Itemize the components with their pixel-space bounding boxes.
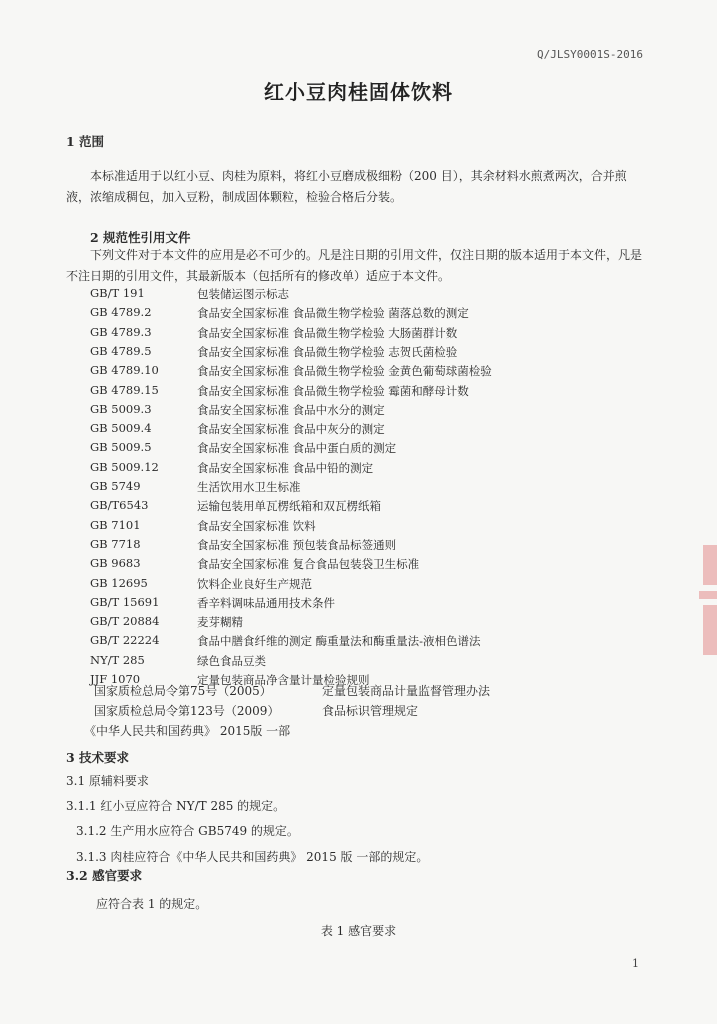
reference-code: GB 4789.10 — [90, 363, 159, 377]
decree-123-title: 食品标识管理规定 — [322, 704, 419, 718]
reference-title: 食品安全国家标准 食品中铅的测定 — [197, 461, 374, 475]
reference-code: GB/T 22224 — [90, 633, 160, 647]
reference-title: 食品安全国家标准 食品微生物学检验 大肠菌群计数 — [197, 326, 458, 340]
reference-title: 包装储运图示标志 — [197, 287, 289, 301]
reference-code: GB 7101 — [90, 518, 141, 532]
reference-code: GB 4789.15 — [90, 383, 159, 397]
decree-75-title: 定量包装商品计量监督管理办法 — [322, 684, 491, 698]
reference-code: GB 4789.3 — [90, 325, 152, 339]
reference-title: 香辛料调味品通用技术条件 — [197, 596, 335, 610]
seal-stamp-fragment — [697, 545, 717, 685]
decree-75-code: 国家质检总局令第75号（2005） — [94, 684, 272, 698]
table-1-caption: 表 1 感官要求 — [320, 924, 397, 938]
page-title: 红小豆肉桂固体饮料 — [264, 80, 453, 104]
reference-title: 食品安全国家标准 食品微生物学检验 志贺氏菌检验 — [197, 345, 458, 359]
decree-123-code: 国家质检总局令第123号（2009） — [94, 704, 280, 718]
reference-title: 食品安全国家标准 食品中灰分的测定 — [197, 422, 385, 436]
reference-code: JJF 1070 — [90, 672, 141, 686]
reference-title: 麦芽糊精 — [197, 615, 243, 629]
section-3-1-2: 3.1.2 生产用水应符合 GB5749 的规定。 — [76, 824, 299, 838]
pharmacopoeia-ref: 《中华人民共和国药典》 2015版 一部 — [84, 724, 291, 738]
reference-code: GB 5009.4 — [90, 421, 152, 435]
reference-code: GB/T6543 — [90, 498, 149, 512]
section-2-intro: 下列文件对于本文件的应用是必不可少的。凡是注日期的引用文件，仅注日期的版本适用于本文件，凡是不注日期的引用文件，其最新版本（包括所有的修改单）适应于本文件。 — [66, 248, 643, 283]
reference-title: 食品安全国家标准 食品微生物学检验 金黄色葡萄球菌检验 — [197, 364, 492, 378]
reference-title: 食品安全国家标准 复合食品包装袋卫生标准 — [197, 557, 420, 571]
reference-code: GB 12695 — [90, 576, 148, 590]
section-3-1-3: 3.1.3 肉桂应符合《中华人民共和国药典》 2015 版 一部的规定。 — [76, 850, 429, 864]
reference-code: NY/T 285 — [90, 653, 145, 667]
reference-code: GB 5009.3 — [90, 402, 152, 416]
reference-code: GB 4789.2 — [90, 305, 152, 319]
reference-title: 食品安全国家标准 食品微生物学检验 霉菌和酵母计数 — [197, 384, 469, 398]
section-3-2-heading: 3.2 感官要求 — [66, 868, 143, 883]
section-1-text: 本标准适用于以红小豆、肉桂为原料，将红小豆磨成极细粉（200 目），其余材料水煎煮两次，合并煎液，浓缩成稠包，加入豆粉，制成固体颗粒，检验合格后分装。 — [66, 169, 627, 204]
reference-title: 食品安全国家标准 食品中蛋白质的测定 — [197, 441, 397, 455]
page-number: 1 — [632, 957, 639, 970]
section-1-heading: 1 范围 — [66, 134, 105, 149]
section-3-1-1: 3.1.1 红小豆应符合 NY/T 285 的规定。 — [66, 799, 286, 813]
reference-code: GB 5009.12 — [90, 460, 159, 474]
reference-title: 饮料企业良好生产规范 — [197, 577, 312, 591]
reference-title: 食品中膳食纤维的测定 酶重量法和酶重量法-液相色谱法 — [197, 634, 481, 648]
reference-code: GB 9683 — [90, 556, 141, 570]
section-2-heading: 2 规范性引用文件 — [90, 230, 191, 245]
reference-title: 定量包装商品净含量计量检验规则 — [197, 673, 370, 687]
reference-code: GB 5009.5 — [90, 440, 152, 454]
reference-code: GB 4789.5 — [90, 344, 152, 358]
reference-title: 食品安全国家标准 饮料 — [197, 519, 316, 533]
reference-title: 绿色食品豆类 — [197, 654, 266, 668]
reference-code: GB 5749 — [90, 479, 141, 493]
reference-title: 食品安全国家标准 预包装食品标签通则 — [197, 538, 397, 552]
section-3-2-text: 应符合表 1 的规定。 — [96, 897, 208, 911]
reference-code: GB/T 20884 — [90, 614, 160, 628]
reference-title: 生活饮用水卫生标准 — [197, 480, 301, 494]
reference-code: GB/T 15691 — [90, 595, 160, 609]
reference-title: 食品安全国家标准 食品中水分的测定 — [197, 403, 385, 417]
reference-code: GB 7718 — [90, 537, 141, 551]
reference-title: 食品安全国家标准 食品微生物学检验 菌落总数的测定 — [197, 306, 469, 320]
section-3-heading: 3 技术要求 — [66, 750, 130, 765]
reference-title: 运输包装用单瓦楞纸箱和双瓦楞纸箱 — [197, 499, 381, 513]
document-code: Q/JLSY0001S-2016 — [537, 48, 643, 61]
reference-code: GB/T 191 — [90, 286, 145, 300]
section-3-1-heading: 3.1 原辅料要求 — [66, 774, 149, 788]
